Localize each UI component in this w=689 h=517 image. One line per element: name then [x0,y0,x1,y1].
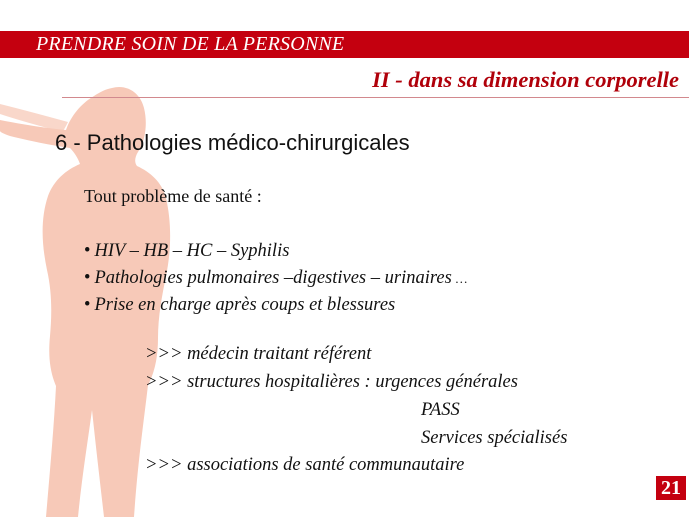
slide-subtitle: II - dans sa dimension corporelle [372,67,679,92]
list-item-ellipsis: … [455,271,468,286]
resource-line-pass: PASS [421,400,460,420]
section-title: 6 - Pathologies médico-chirurgicales [55,130,410,155]
list-item-text: Pathologies pulmonaires –digestives – urinaires [94,268,452,288]
page-number-badge: 21 [656,476,686,500]
list-item [84,238,467,265]
resource-line-doctor: >>> médecin traitant référent [145,344,372,364]
pathology-list [84,238,467,319]
header-banner-text: PRENDRE SOIN DE LA PERSONNE [36,33,345,55]
list-item-text: HIV – HB – HC – Syphilis [94,241,290,261]
resource-line-services: Services spécialisés [421,428,568,448]
resource-line-associations: >>> associations de santé communautaire [145,455,465,475]
bullet-marker: • [84,268,91,288]
intro-text: Tout problème de santé : [84,186,262,206]
list-item-text: Prise en charge après coups et blessures [94,295,396,315]
subtitle-divider [62,97,689,98]
resource-line-hospital: >>> structures hospitalières : urgences générales [145,372,518,392]
list-item [84,292,467,319]
list-item [84,265,467,292]
bullet-marker: • [84,295,91,315]
bullet-marker: • [84,241,91,261]
